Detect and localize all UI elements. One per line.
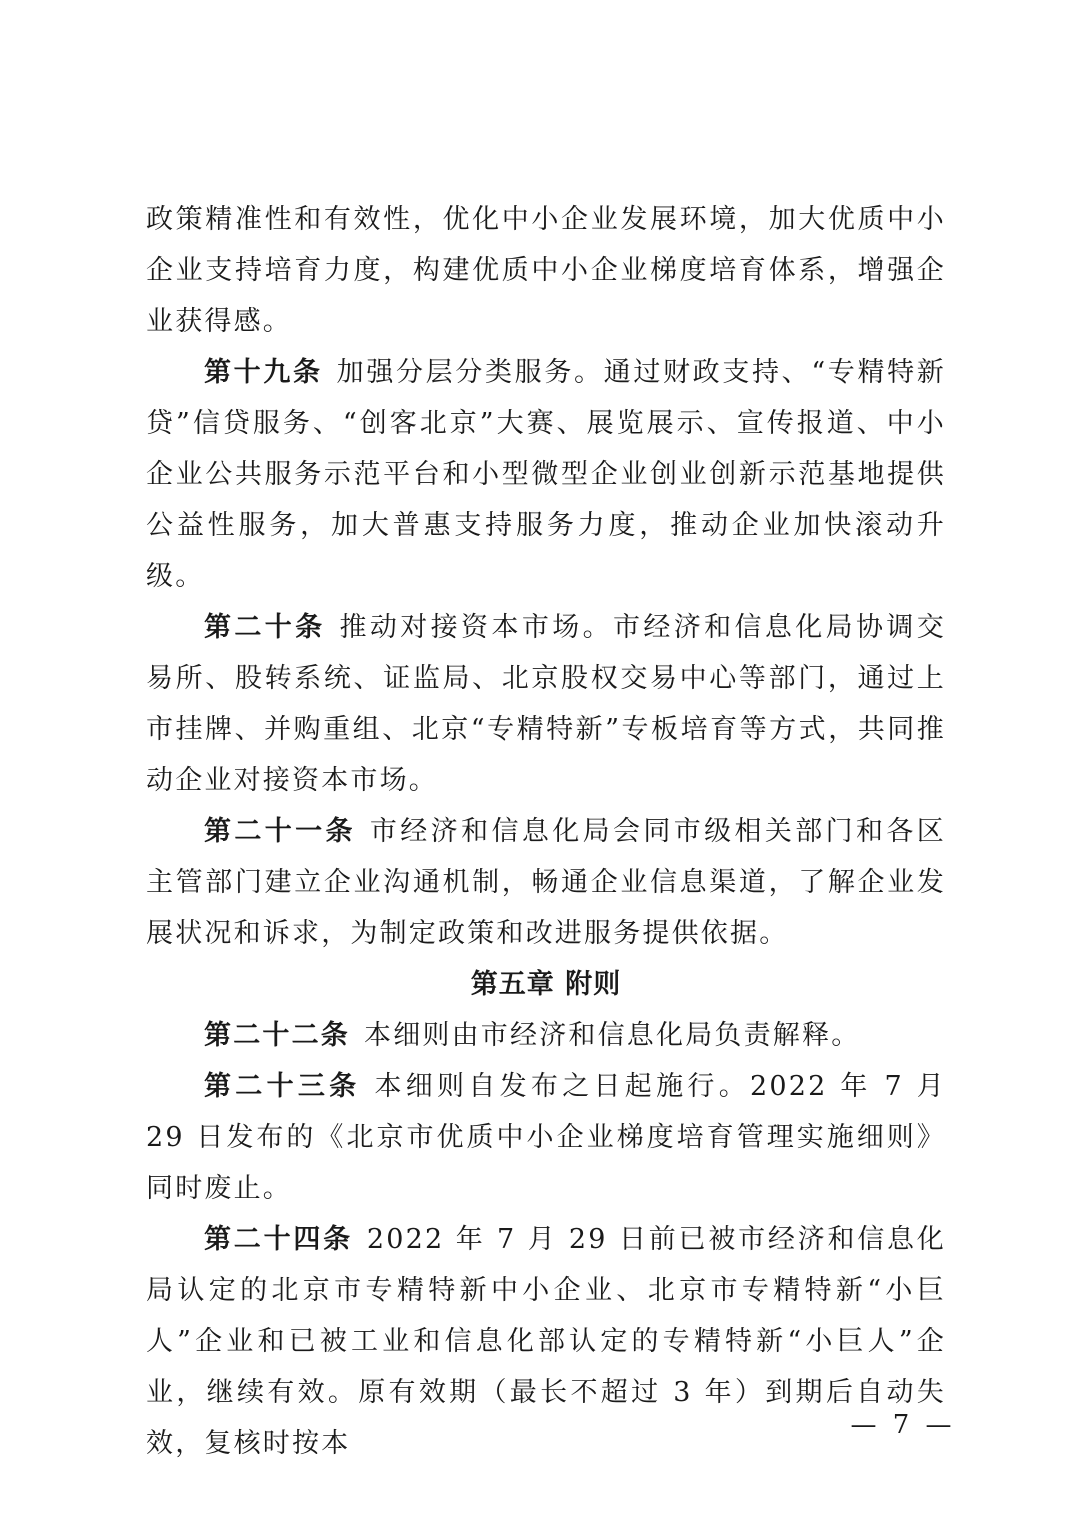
- document-page: [146, 194, 946, 1469]
- article-number: 第二十条: [204, 612, 326, 643]
- article-22: [146, 1010, 946, 1061]
- article-23: [146, 1061, 946, 1214]
- article-21: [146, 806, 946, 959]
- article-text: 2022 年 7 月 29 日前已被市经济和信息化局认定的北京市专精特新中小企业、北京市专精特新“小巨人”企业和已被工业和信息化部认定的专精特新“小巨人”企业，继续有效。原有效期（最长不超过 3 年）到期后自动失效，复核时按本: [146, 1224, 946, 1459]
- article-text: 本细则自发布之日起施行。2022 年 7 月 29 日发布的《北京市优质中小企业梯度培育管理实施细则》同时废止。: [146, 1071, 946, 1204]
- article-text: 市经济和信息化局会同市级相关部门和各区主管部门建立企业沟通机制，畅通企业信息渠道，了解企业发展状况和诉求，为制定政策和改进服务提供依据。: [146, 816, 946, 949]
- article-number: 第二十四条: [204, 1224, 353, 1255]
- intro-paragraph: 政策精准性和有效性，优化中小企业发展环境，加大优质中小企业支持培育力度，构建优质中小企业梯度培育体系，增强企业获得感。: [146, 204, 946, 337]
- article-24: [146, 1214, 946, 1469]
- article-20: [146, 602, 946, 806]
- article-number: 第二十二条: [204, 1020, 350, 1051]
- article-number: 第二十三条: [204, 1071, 361, 1102]
- article-number: 第二十一条: [204, 816, 356, 847]
- page-number: — 7 —: [850, 1410, 956, 1440]
- article-19: [146, 347, 946, 602]
- article-text: 推动对接资本市场。市经济和信息化局协调交易所、股转系统、证监局、北京股权交易中心等部门，通过上市挂牌、并购重组、北京“专精特新”专板培育等方式，共同推动企业对接资本市场。: [146, 612, 946, 796]
- article-text: 加强分层分类服务。通过财政支持、“专精特新贷”信贷服务、“创客北京”大赛、展览展示、宣传报道、中小企业公共服务示范平台和小型微型企业创业创新示范基地提供公益性服务，加大普惠支持服务力度，推动企业加快滚动升级。: [146, 357, 946, 592]
- article-number: 第十九条: [204, 357, 323, 388]
- chapter-title: 第五章 附则: [470, 969, 622, 1000]
- article-text: 本细则由市经济和信息化局负责解释。: [364, 1020, 861, 1051]
